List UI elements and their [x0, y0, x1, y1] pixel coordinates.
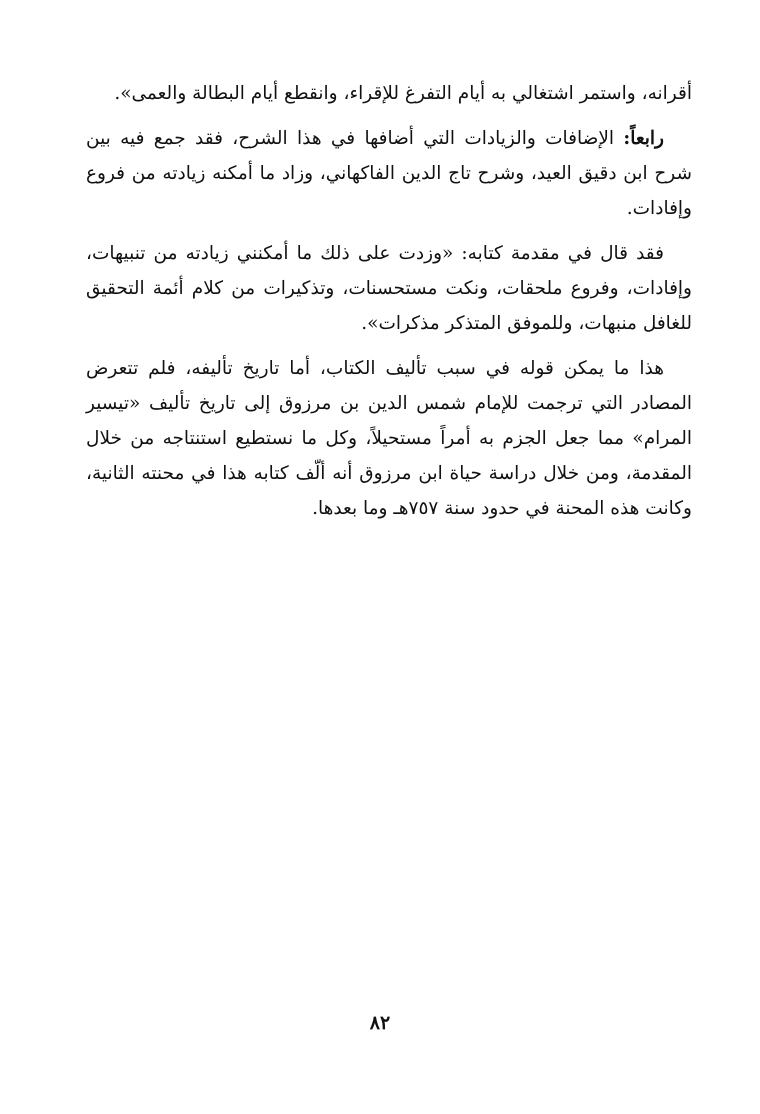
- paragraph-4-text: هذا ما يمكن قوله في سبب تأليف الكتاب، أما تاريخ تأليفه، فلم تتعرض المصادر التي ترجمت للإمام شمس الدين بن مرزوق إلى تاريخ تأليف «تيسير المرام» مما جعل الجزم به أمراً مستحيلاً، وكل ما نستطيع استنتاجه من خلال المقدمة، ومن خلال دراسة حياة ابن مرزوق أنه ألّف كتابه هذا في محنته الثانية، وكانت هذه المحنة في حدود سنة ٧٥٧هـ وما بعدها.: [86, 358, 692, 519]
- paragraph-1-text: أقرانه، واستمر اشتغالي به أيام التفرغ للإقراء، وانقطع أيام البطالة والعمى».: [114, 83, 692, 104]
- paragraph-2-lead: رابعاً:: [623, 128, 664, 149]
- paragraph-3-text: فقد قال في مقدمة كتابه: «وزدت على ذلك ما أمكنني زيادته من تنبيهات، وإفادات، وفروع ملحقات، ونكت مستحسنات، وتذكيرات من كلام أئمة التحقيق للغافل منبهات، وللموفق المتذكر مذكرات».: [86, 243, 692, 334]
- paragraph-1: [86, 76, 692, 111]
- paragraph-3: [86, 236, 692, 341]
- paragraph-4: [86, 351, 692, 526]
- paragraph-2: [86, 121, 692, 226]
- paragraph-2-text: الإضافات والزيادات التي أضافها في هذا الشرح، فقد جمع فيه بين شرح ابن دقيق العيد، وشرح تاج الدين الفاكهاني، وزاد ما أمكنه زيادته من فروع وإفادات.: [86, 128, 692, 219]
- body-text: [86, 76, 692, 536]
- page-number: ٨٢: [369, 1012, 391, 1034]
